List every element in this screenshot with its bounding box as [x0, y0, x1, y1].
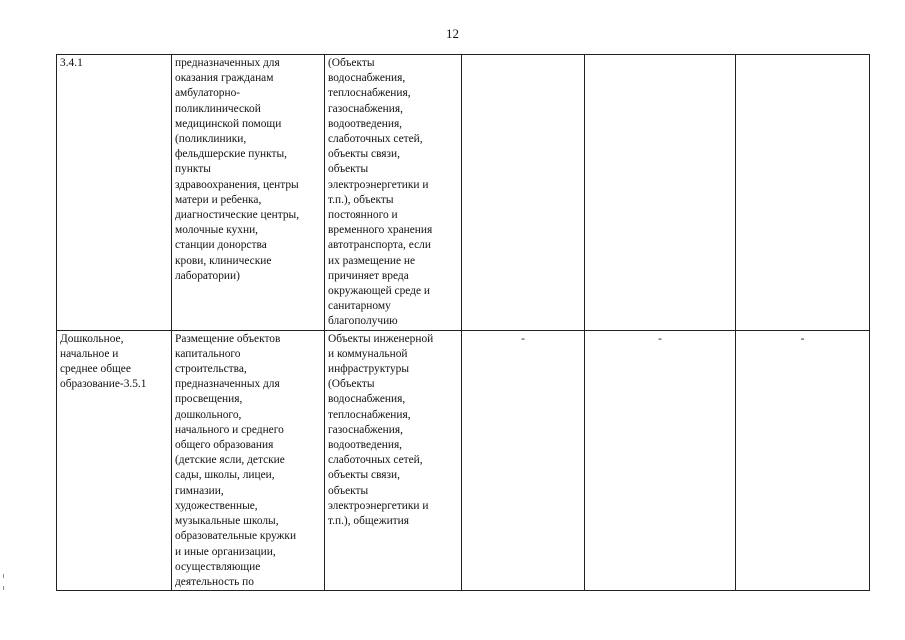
regulations-table	[56, 54, 870, 591]
cell-text: -	[658, 332, 662, 345]
table-cell-description	[172, 330, 325, 590]
table-cell-value	[462, 55, 585, 331]
table-cell-value	[736, 55, 870, 331]
cell-text: Размещение объектов капитального строительства, предназначенных для просвещения, дошкольного, начального и среднего общего образования (детские ясли, детские сады, школы, лицеи, гимназии, художественные, музыкальные школы, образовательные кружки и иные организации, осуществляющие деятельность по	[175, 332, 297, 588]
table-row	[57, 330, 870, 590]
cell-text: предназначенных для оказания гражданам амбулаторно- поликлинической медицинской помощи (поликлиники, фельдшерские пункты, пункты здравоохранения, центры матери и ребенка, диагностические центры, молочные кухни, станции донорства крови, клинические лаборатории)	[175, 57, 300, 282]
table-row	[57, 55, 870, 331]
table-cell-value	[462, 330, 585, 590]
scan-edge-mark	[3, 574, 4, 578]
table-cell-value	[585, 55, 736, 331]
cell-text: 3.4.1	[60, 57, 83, 69]
table-cell-value	[736, 330, 870, 590]
table-cell-description	[172, 55, 325, 331]
table-cell-objects	[325, 330, 462, 590]
page-number: 12	[446, 26, 459, 41]
cell-text: -	[800, 332, 805, 345]
table-cell-code	[57, 55, 172, 331]
scan-edge-mark	[3, 586, 4, 590]
cell-text: Дошкольное, начальное и среднее общее образование-3.5.1	[60, 332, 147, 391]
table-cell-objects	[325, 55, 462, 331]
table-cell-code	[57, 330, 172, 590]
cell-text: Объекты инженерной и коммунальной инфраструктуры (Объекты водоснабжения, теплоснабжения, газоснабжения, водоотведения, слаботочных сетей, объекты связи, объекты электроэнергетики и т.п.), общежития	[328, 332, 434, 528]
cell-text: (Объекты водоснабжения, теплоснабжения, газоснабжения, водоотведения, слаботочных сетей, объекты связи, объекты электроэнергетики и т.п.), объекты постоянного и временного хранения автотранспорта, если их размещение не причиняет вреда окружающей среде и санитарному благополучию	[328, 57, 433, 328]
table-cell-value	[585, 330, 736, 590]
cell-text: -	[521, 332, 525, 345]
